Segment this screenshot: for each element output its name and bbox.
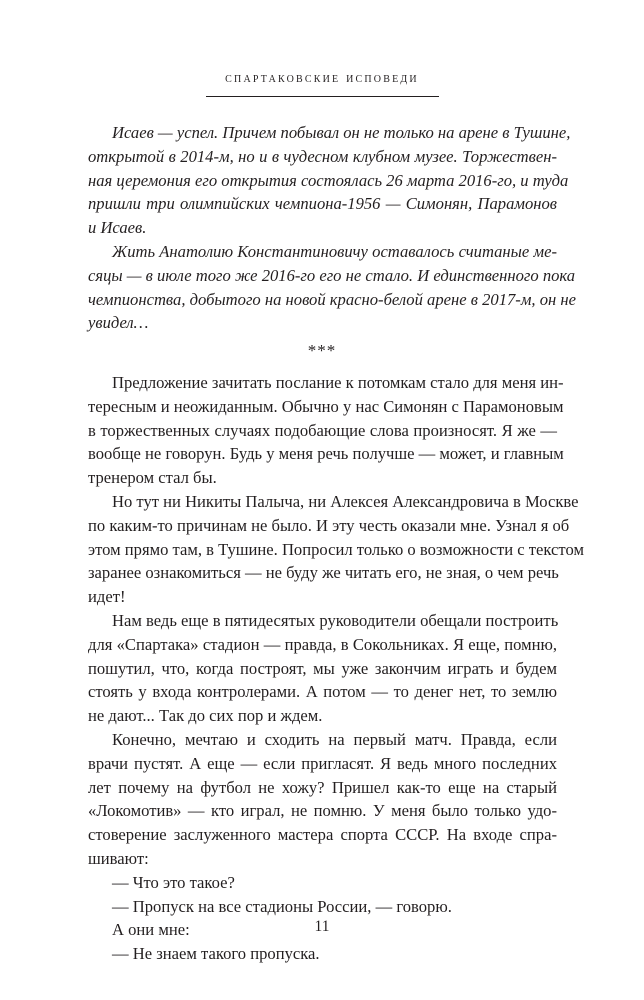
text-line: для «Спартака» стадион — правда, в Сокольниках. Я еще, помню, xyxy=(88,634,557,654)
text-line: заранее ознакомиться — не буду же читать его, не зная, о чем речь xyxy=(88,563,559,583)
text-line: и Исаев. xyxy=(88,218,147,238)
running-head-rule xyxy=(206,96,439,97)
text-line: Жить Анатолию Константиновичу оставалось считаные ме- xyxy=(112,241,557,261)
body-paragraph xyxy=(88,942,557,966)
text-line: по каким-то причинам не было. И эту честь оказали мне. Узнал я об xyxy=(88,515,570,535)
text-line: пришли три олимпийских чемпиона-1956 — Симонян, Парамонов xyxy=(88,194,557,214)
epilogue-paragraph xyxy=(88,121,571,240)
epilogue-paragraph xyxy=(88,240,576,335)
italic-epilogue-block xyxy=(88,121,576,335)
page-number: 11 xyxy=(314,918,330,935)
text-line: шивают: xyxy=(88,848,149,868)
text-line: чемпионства, добытого на новой красно-белой арене в 2017-м, он не xyxy=(88,289,576,309)
text-line: сяцы — в июле того же 2016-го его не стало. И единственного пока xyxy=(88,265,576,285)
text-line: — Не знаем такого пропуска. xyxy=(112,944,320,964)
body-paragraph xyxy=(88,609,557,728)
running-head: спартаковские исповеди xyxy=(225,71,419,86)
body-text-block xyxy=(88,371,584,966)
text-line: не дают... Так до сих пор и ждем. xyxy=(88,706,323,726)
text-line: тересным и неожиданным. Обычно у нас Симонян с Парамоновым xyxy=(88,396,564,416)
text-line: Исаев — успел. Причем побывал он не только на арене в Тушине, xyxy=(112,123,571,142)
text-line: — Что это такое? xyxy=(112,872,235,892)
body-paragraph xyxy=(88,871,557,895)
text-line: лет почему на футбол не хожу? Пришел как-то еще на старый xyxy=(88,777,557,797)
body-paragraph xyxy=(88,895,557,919)
text-line: А они мне: xyxy=(112,920,190,940)
text-line: вообще не говорун. Будь у меня речь получше — может, и главным xyxy=(88,444,564,464)
text-line: Предложение зачитать послание к потомкам стало для меня ин- xyxy=(112,373,564,392)
text-line: открытой в 2014-м, но и в чудесном клубном музее. Торжествен- xyxy=(88,146,557,166)
text-line: «Локомотив» — кто играл, не помню. У меня было только удо- xyxy=(88,801,557,821)
text-line: ная церемония его открытия состоялась 26 марта 2016-го, и туда xyxy=(88,170,569,190)
text-line: этом прямо там, в Тушине. Попросил только о возможности с текстом xyxy=(88,539,584,559)
text-line: Нам ведь еще в пятидесятых руководители обещали построить xyxy=(112,610,559,630)
body-paragraph xyxy=(88,490,584,609)
section-separator: *** xyxy=(307,341,337,360)
body-paragraph xyxy=(88,371,564,490)
text-line: идет! xyxy=(88,587,126,607)
text-line: Но тут ни Никиты Палыча, ни Алексея Александровича в Москве xyxy=(112,491,579,511)
text-line: — Пропуск на все стадионы России, — говорю. xyxy=(112,896,452,916)
text-line: пошутил, что, когда построят, мы уже закончим играть и будем xyxy=(88,658,557,678)
text-line: тренером стал бы. xyxy=(88,468,217,488)
body-paragraph xyxy=(88,728,557,871)
text-line: врачи пустят. А еще — если пригласят. Я ведь много последних xyxy=(88,753,557,773)
text-line: стоверение заслуженного мастера спорта СССР. На входе спра- xyxy=(88,825,557,845)
text-line: Конечно, мечтаю и сходить на первый матч. Правда, если xyxy=(112,729,557,749)
text-line: в торжественных случаях подобающие слова произносят. Я же — xyxy=(88,420,557,440)
text-line: стоять у входа контролерами. А потом — то денег нет, то землю xyxy=(88,682,557,702)
text-line: увидел… xyxy=(88,313,149,333)
